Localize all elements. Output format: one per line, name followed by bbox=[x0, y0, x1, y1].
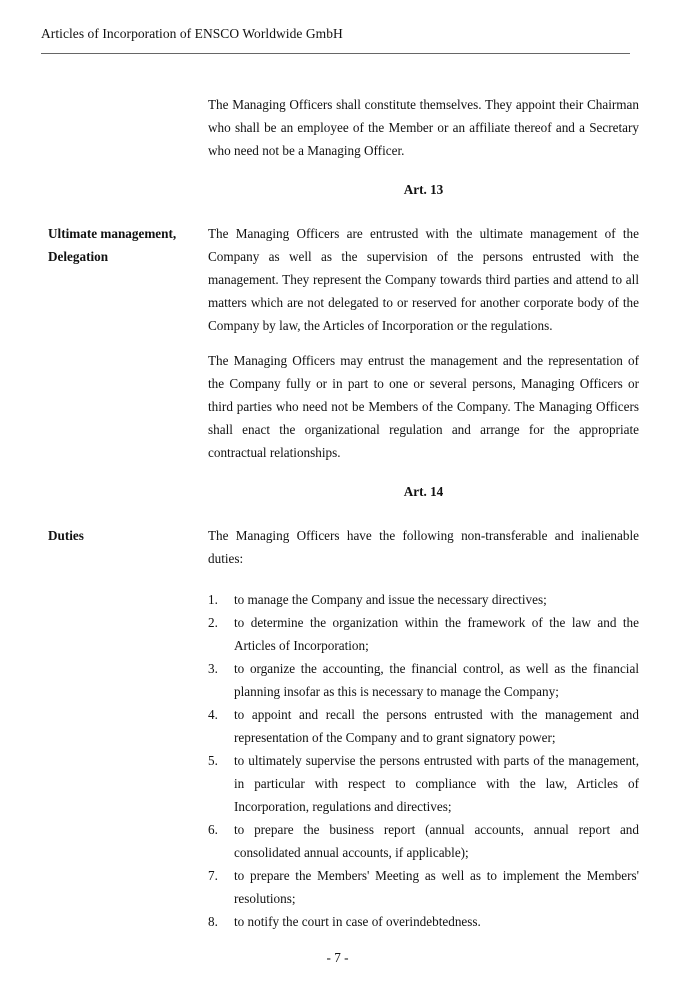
duty-number: 2. bbox=[208, 615, 218, 630]
duty-text: to prepare the business report (annual accounts, annual report and consolidated annual accounts, if applicable); bbox=[234, 822, 639, 860]
duty-item bbox=[208, 611, 639, 657]
duty-number: 1. bbox=[208, 592, 218, 607]
duty-number: 4. bbox=[208, 707, 218, 722]
side-label-line-1: Ultimate management, bbox=[48, 226, 177, 241]
duty-item bbox=[208, 910, 639, 933]
art-13-heading: Art. 13 bbox=[403, 182, 444, 197]
duty-number: 7. bbox=[208, 868, 218, 883]
duty-number: 8. bbox=[208, 914, 218, 929]
side-label-ultimate-management bbox=[48, 222, 203, 268]
duty-text: to prepare the Members' Meeting as well as to implement the Members' resolutions; bbox=[234, 868, 639, 906]
intro-paragraph: The Managing Officers shall constitute themselves. They appoint their Chairman who shall be an employee of the Member or an affiliate thereof and a Secretary who need not be a Managing Officer. bbox=[208, 97, 639, 158]
art-14-intro: The Managing Officers have the following non-transferable and inalienable duties: bbox=[208, 528, 639, 566]
duty-item bbox=[208, 864, 639, 910]
duty-text: to notify the court in case of overindebtedness. bbox=[234, 914, 481, 929]
duty-number: 3. bbox=[208, 661, 218, 676]
duty-text: to determine the organization within the framework of the law and the Articles of Incorporation; bbox=[234, 615, 639, 653]
side-label-line-2: Delegation bbox=[48, 249, 109, 264]
duty-text: to ultimately supervise the persons entrusted with parts of the management, in particular with respect to compliance with the law, Articles of Incorporation, regulations and directives; bbox=[234, 753, 639, 814]
duty-text: to appoint and recall the persons entrusted with the management and representation of the Company and to grant signatory power; bbox=[234, 707, 639, 745]
duty-number: 5. bbox=[208, 753, 218, 768]
art-13-paragraph-2: The Managing Officers may entrust the management and the representation of the Company fully or in part to one or several persons, Managing Officers or third parties who need not be Members of the Company. The Managing Officers shall enact the organizational regulation and arrange for the appropriate contractual relationships. bbox=[208, 353, 639, 460]
duty-number: 6. bbox=[208, 822, 218, 837]
duty-text: to organize the accounting, the financial control, as well as the financial planning insofar as this is necessary to manage the Company; bbox=[234, 661, 639, 699]
art-14-heading: Art. 14 bbox=[403, 484, 444, 499]
duties-list bbox=[208, 588, 639, 933]
duty-item bbox=[208, 703, 639, 749]
duty-item bbox=[208, 818, 639, 864]
document-header: Articles of Incorporation of ENSCO Worldwide GmbH bbox=[41, 26, 343, 41]
duty-item bbox=[208, 657, 639, 703]
duty-item bbox=[208, 749, 639, 818]
art-13-paragraph-1: The Managing Officers are entrusted with the ultimate management of the Company as well as the supervision of the persons entrusted with the management. They represent the Company towards third parties and attend to all matters which are not delegated to or reserved for another corporate body of the Company by law, the Articles of Incorporation or the regulations. bbox=[208, 226, 639, 333]
header-divider bbox=[41, 53, 630, 54]
page-number: - 7 - bbox=[326, 950, 349, 965]
duty-item bbox=[208, 588, 639, 611]
duty-text: to manage the Company and issue the necessary directives; bbox=[234, 592, 547, 607]
side-label-duties: Duties bbox=[48, 528, 84, 543]
